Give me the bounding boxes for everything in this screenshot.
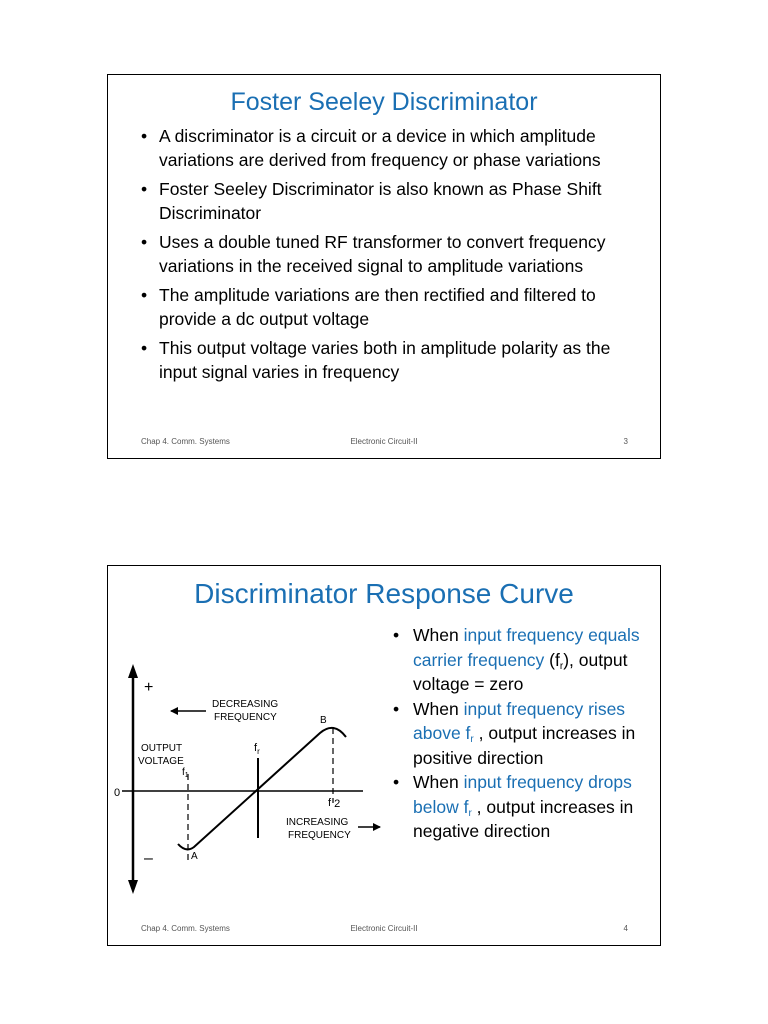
bullet-item: • Foster Seeley Discriminator is also known as Phase Shift Discriminator [141, 179, 602, 223]
bullet-dot: • [141, 232, 148, 252]
decreasing-label-line1: DECREASING [212, 699, 279, 710]
footer-page-number: 4 [623, 924, 628, 933]
bullet-dot: • [141, 338, 148, 358]
footer-course: Electronic Circuit-II [350, 924, 418, 933]
slide-title: Discriminator Response Curve [194, 578, 574, 609]
plus-label: + [144, 679, 154, 696]
bullet-item: • A discriminator is a circuit or a device in which amplitude variations are derived from frequency or phase variations [141, 126, 601, 170]
slide-title: Foster Seeley Discriminator [230, 88, 538, 116]
bullet-list [141, 125, 641, 390]
increasing-label-line2: FREQUENCY [288, 830, 351, 841]
bullet-item: • Uses a double tuned RF transformer to convert frequency variations in the received signal to amplitude variations [141, 232, 606, 276]
bullet-dot: • [393, 772, 400, 792]
bullet-item: • When input frequency drops below $f_r$ , output increases in negative direction [393, 772, 634, 841]
footer-chapter: Chap 4. Comm. Systems [141, 924, 230, 933]
axis-arrow-up-icon [128, 664, 138, 678]
point-a-label: A [191, 851, 198, 862]
bullet-dot: • [141, 126, 148, 146]
slide-response-curve [107, 565, 661, 946]
bullet-item: • When input frequency equals carrier frequency $(f_r)$, output voltage = zero [393, 625, 640, 694]
bullet-item: • The amplitude variations are then rectified and filtered to provide a dc output voltage [141, 285, 596, 329]
increasing-label-line1: INCREASING [286, 817, 349, 828]
footer-course: Electronic Circuit-II [350, 437, 418, 446]
bullet-dot: • [393, 698, 400, 719]
footer-page-number: 3 [623, 437, 628, 446]
output-label-line1: OUTPUT [141, 743, 183, 754]
f2-label: f 2 [328, 797, 341, 810]
bullet-dot: • [393, 625, 400, 645]
bullet-item: • This output voltage varies both in amplitude polarity as the input signal varies in frequency [141, 338, 611, 382]
f1-label: $f_1$ [182, 767, 189, 779]
footer-chapter: Chap 4. Comm. Systems [141, 437, 230, 446]
minus-label: – [144, 850, 153, 867]
slide-foster-seeley [107, 74, 661, 459]
decreasing-label-line2: FREQUENCY [214, 712, 277, 723]
bullet-list [393, 623, 655, 844]
axis-arrow-down-icon [128, 880, 138, 894]
bullet-dot: • [141, 179, 148, 199]
point-b-label: B [320, 715, 327, 726]
fr-label: $f_r$ [254, 742, 260, 756]
bullet-dot: • [141, 285, 148, 305]
output-label-line2: VOLTAGE [138, 756, 184, 767]
bullet-item: • When input frequency rises above $f_r$ , output increases in positive direction [393, 698, 636, 768]
zero-label: 0 [114, 787, 121, 799]
